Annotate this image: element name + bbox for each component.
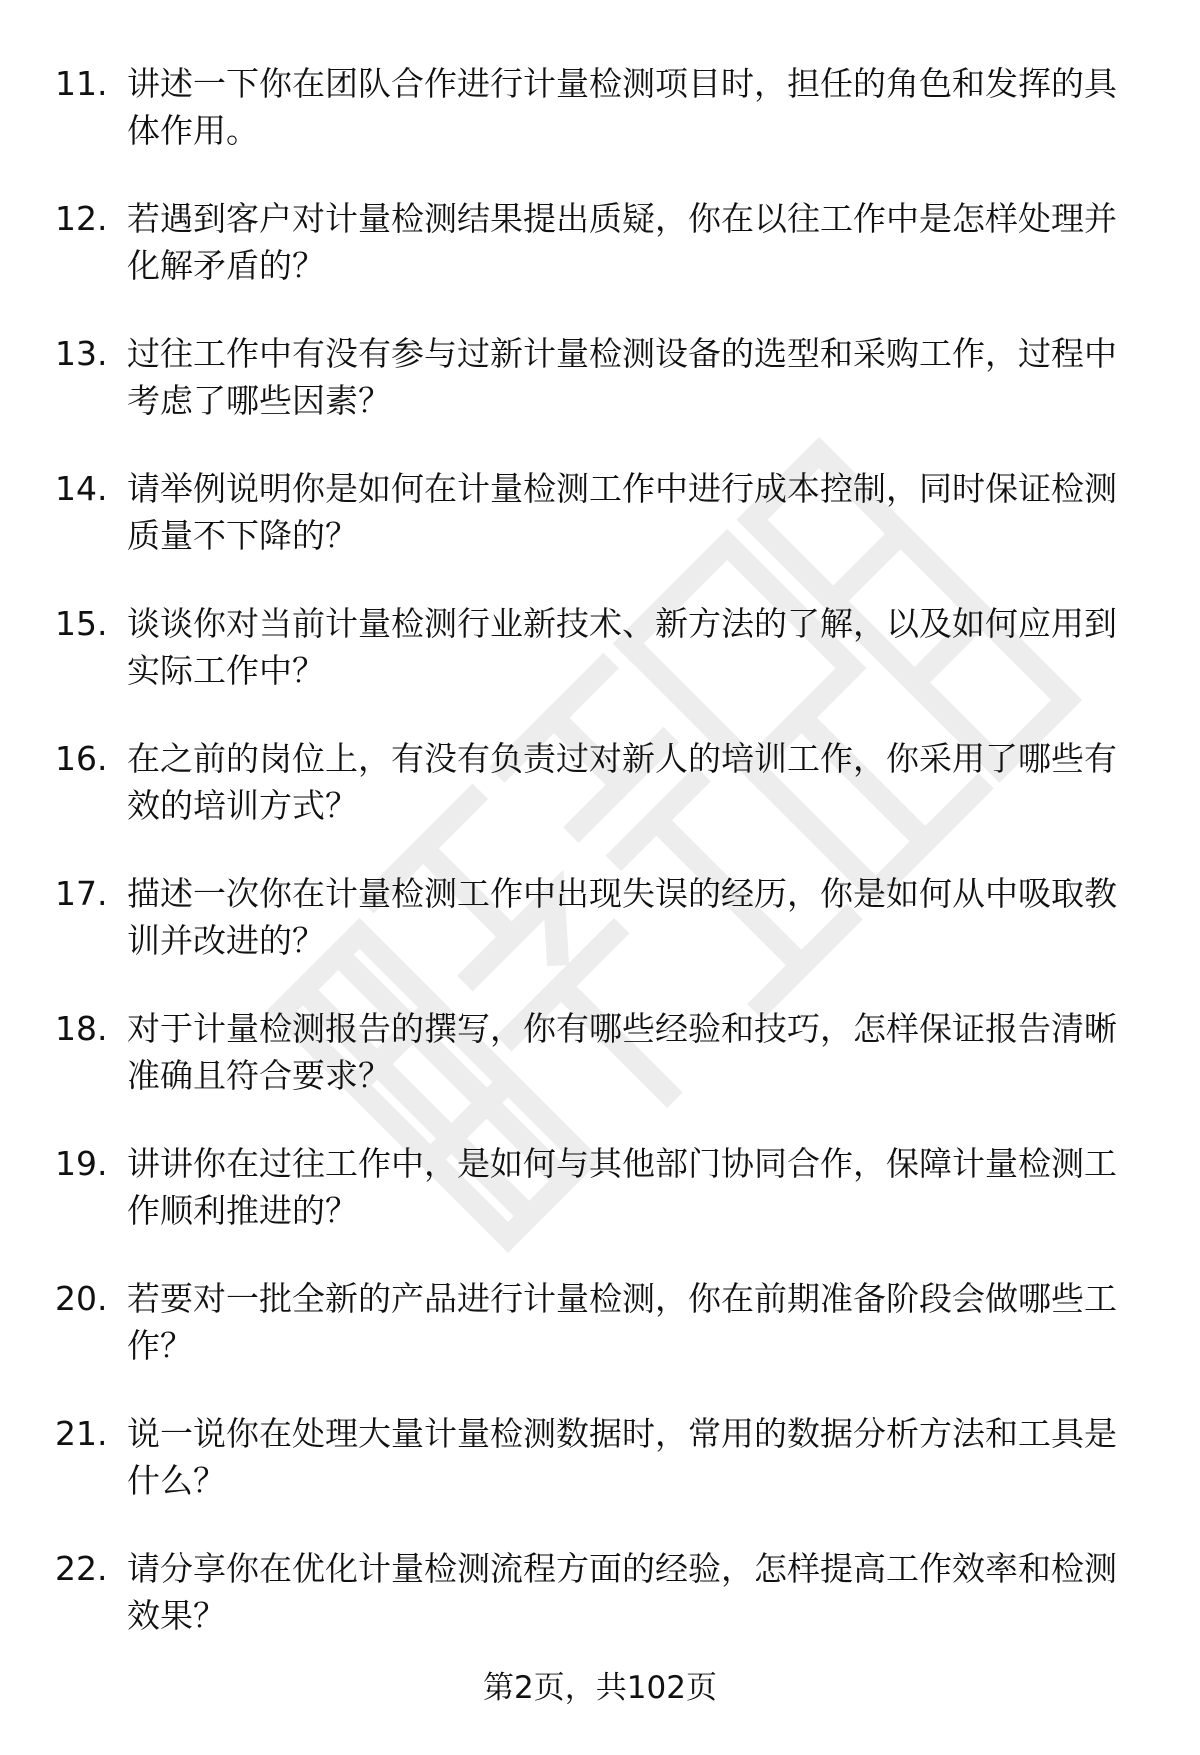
question-item <box>55 600 1145 694</box>
question-text: 若遇到客户对计量检测结果提出质疑，你在以往工作中是怎样处理并化解矛盾的？ <box>127 199 1117 285</box>
question-text: 描述一次你在计量检测工作中出现失误的经历，你是如何从中吸取教训并改进的？ <box>127 874 1117 960</box>
question-number: 19. <box>55 1144 108 1183</box>
question-number: 11. <box>55 64 108 103</box>
question-item <box>55 1005 1145 1099</box>
question-text: 请举例说明你是如何在计量检测工作中进行成本控制，同时保证检测质量不下降的？ <box>127 469 1117 555</box>
question-text: 讲讲你在过往工作中，是如何与其他部门协同合作，保障计量检测工作顺利推进的？ <box>127 1144 1117 1230</box>
question-item <box>55 330 1145 424</box>
question-number: 22. <box>55 1549 108 1588</box>
question-number: 12. <box>55 199 108 238</box>
question-list <box>55 60 1145 1680</box>
question-number: 21. <box>55 1414 108 1453</box>
question-number: 17. <box>55 874 108 913</box>
question-number: 14. <box>55 469 108 508</box>
question-text: 在之前的岗位上，有没有负责过对新人的培训工作，你采用了哪些有效的培训方式？ <box>127 739 1117 825</box>
page-footer: 第2页，共102页 <box>483 1670 717 1706</box>
question-text: 讲述一下你在团队合作进行计量检测项目时，担任的角色和发挥的具体作用。 <box>127 64 1117 150</box>
question-number: 16. <box>55 739 108 778</box>
question-text: 若要对一批全新的产品进行计量检测，你在前期准备阶段会做哪些工作？ <box>127 1279 1117 1365</box>
question-item <box>55 870 1145 964</box>
question-item <box>55 1410 1145 1504</box>
question-item <box>55 195 1145 289</box>
question-text: 请分享你在优化计量检测流程方面的经验，怎样提高工作效率和检测效果？ <box>127 1549 1117 1635</box>
question-item <box>55 735 1145 829</box>
question-text: 过往工作中有没有参与过新计量检测设备的选型和采购工作，过程中考虑了哪些因素？ <box>127 334 1117 420</box>
question-number: 15. <box>55 604 108 643</box>
question-text: 说一说你在处理大量计量检测数据时，常用的数据分析方法和工具是什么？ <box>127 1414 1117 1500</box>
question-text: 谈谈你对当前计量检测行业新技术、新方法的了解，以及如何应用到实际工作中？ <box>127 604 1117 690</box>
question-number: 20. <box>55 1279 108 1318</box>
question-item <box>55 60 1145 154</box>
question-item <box>55 1275 1145 1369</box>
question-number: 13. <box>55 334 108 373</box>
question-number: 18. <box>55 1009 108 1048</box>
question-item <box>55 1545 1145 1639</box>
question-item <box>55 1140 1145 1234</box>
question-item <box>55 465 1145 559</box>
question-text: 对于计量检测报告的撰写，你有哪些经验和技巧，怎样保证报告清晰准确且符合要求？ <box>127 1009 1117 1095</box>
